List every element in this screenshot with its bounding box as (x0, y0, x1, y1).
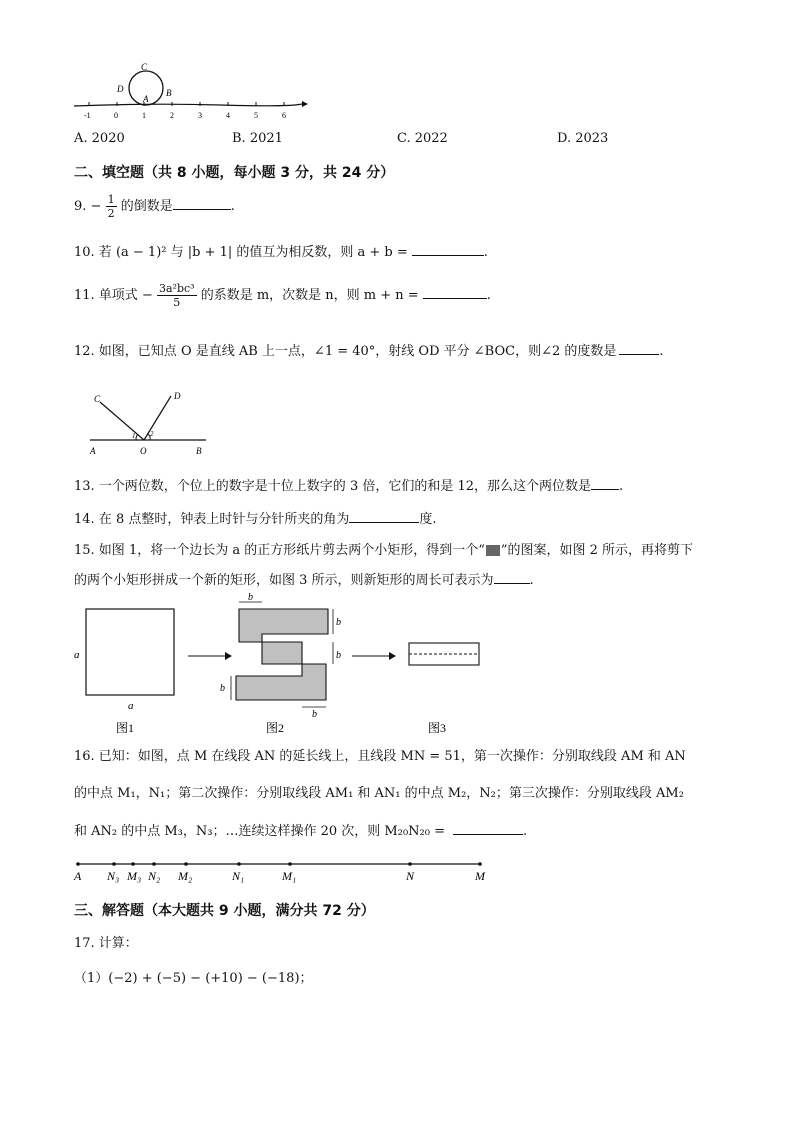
fig1-caption: 图1 (116, 721, 135, 735)
circle-label-d: D (117, 84, 124, 94)
tick-label: 1 (142, 111, 146, 120)
angle-figure (84, 388, 214, 458)
q13-answer-blank[interactable] (591, 477, 619, 490)
fig1-side-bottom: a (128, 700, 134, 712)
choice-b[interactable]: B. 2021 (232, 131, 283, 146)
q14-answer-blank[interactable] (349, 510, 419, 523)
question-15-line-2: 的两个小矩形拼成一个新的矩形，如图 3 所示，则新矩形的周长可表示为 . (74, 573, 534, 588)
segment-figure (70, 856, 500, 886)
q9-number: 9. (74, 199, 87, 214)
tick-label: 0 (114, 111, 118, 120)
fig2-b-label: b (248, 592, 253, 603)
q14-text: 14. 在 8 点整时，钟表上时针与分针所夹的角为 (74, 512, 350, 527)
angle-label-b: B (196, 446, 202, 456)
choice-d[interactable]: D. 2023 (557, 131, 609, 146)
angle-label-2: 2 (150, 430, 154, 438)
q9-text: 的倒数是 (120, 199, 173, 214)
question-13: 13. 一个两位数，个位上的数字是十位上数字的 3 倍，它们的和是 12，那么这个两位数是 . (74, 479, 624, 494)
angle-label-c: C (94, 394, 101, 404)
question-14: 14. 在 8 点整时，钟表上时针与分针所夹的角为 度. (74, 512, 437, 527)
seg-label-n1: N₁ (232, 869, 245, 883)
question-10: 10. 若 (a − 1)² 与 |b + 1| 的值互为相反数，则 a + b = . (74, 245, 488, 260)
question-16-line-2: 的中点 M₁，N₁；第二次操作：分别取线段 AM₁ 和 AN₁ 的中点 M₂，N₂；第三次操作：分别取线段 AM₂ (74, 786, 684, 801)
circle-label-c: C (141, 62, 148, 72)
seg-label-m2: M₂ (178, 869, 193, 883)
angle-label-o: O (140, 446, 147, 456)
seg-label-m1: M₁ (282, 869, 297, 883)
q9-answer-blank[interactable] (173, 197, 231, 210)
angle-label-1: 1 (132, 432, 136, 440)
choice-a[interactable]: A. 2020 (74, 131, 125, 146)
numberline-circle-figure (70, 60, 310, 125)
seg-label-a: A (74, 869, 82, 883)
seg-label-m3: M₃ (127, 869, 142, 883)
circle-label-a: A (143, 94, 149, 104)
question-9: 9. − $\frac{1}{2}$ 的倒数是 . (74, 193, 235, 220)
angle-label-a: A (90, 446, 96, 456)
angle-label-d: D (174, 391, 181, 401)
section-2-heading: 二、填空题（共 8 小题，每小题 3 分，共 24 分） (74, 165, 395, 181)
q9-minus: − (90, 199, 102, 214)
fig2-b-label: b (220, 683, 225, 694)
section-3-heading: 三、解答题（本大题共 9 小题，满分共 72 分） (74, 903, 375, 919)
question-15-line-1: 15. 如图 1，将一个边长为 a 的正方形纸片剪去两个小矩形，得到一个“ ”的图案，如图 2 所示，再将剪下 (74, 543, 694, 558)
q12-text: 12. 如图，已知点 O 是直线 AB 上一点，∠1 = 40°，射线 OD 平分 ∠BOC，则∠2 的度数是 (74, 344, 617, 359)
fig2-b-label: b (336, 650, 341, 661)
q12-answer-blank[interactable] (619, 342, 659, 355)
s-shape-icon (486, 545, 500, 556)
q11-fraction: $\frac{\text{3a²bc³}}{5}$ (158, 282, 195, 309)
question-17-part-1: （1）(−2) + (−5) − (+10) − (−18)； (74, 971, 313, 986)
q11-answer-blank[interactable] (423, 286, 487, 299)
figure-15 (70, 590, 490, 740)
tick-label: 6 (282, 111, 286, 120)
choice-c[interactable]: C. 2022 (397, 131, 448, 146)
question-11: 11. 单项式 − $\frac{\text{3a²bc³}}{5}$ 的系数是 m，次数是 n，则 m + n = . (74, 282, 491, 309)
circle-label-b: B (166, 88, 172, 98)
q15-answer-blank[interactable] (494, 571, 530, 584)
tick-label: 3 (198, 111, 202, 120)
question-16-line-1: 16. 已知：如图，点 M 在线段 AN 的延长线上，且线段 MN = 51，第一次操作：分别取线段 AM 和 AN (74, 749, 686, 764)
fig2-b-label: b (336, 617, 341, 628)
q16-answer-blank[interactable] (453, 822, 523, 835)
q9-fraction: $\frac{1}{2}$ (107, 193, 115, 220)
tick-label: 5 (254, 111, 258, 120)
q10-text: 10. 若 (a − 1)² 与 |b + 1| 的值互为相反数，则 a + b = (74, 245, 408, 260)
q11-text: 的系数是 m，次数是 n，则 m + n = (200, 288, 419, 303)
q11-number: 11. 单项式 − (74, 288, 153, 303)
fig1-side-left: a (74, 649, 80, 661)
seg-label-n: N (406, 869, 415, 883)
tick-label: 4 (226, 111, 230, 120)
tick-label: -1 (84, 111, 91, 120)
question-17-title: 17. 计算： (74, 936, 138, 951)
fig3-caption: 图3 (428, 721, 447, 735)
question-16-line-3: 和 AN₂ 的中点 M₃，N₃；…连续这样操作 20 次，则 M₂₀N₂₀ = . (74, 824, 528, 839)
fig2-b-label: b (312, 709, 317, 720)
tick-label: 2 (170, 111, 174, 120)
seg-label-m: M (475, 869, 485, 883)
question-12: 12. 如图，已知点 O 是直线 AB 上一点，∠1 = 40°，射线 OD 平分 ∠BOC，则∠2 的度数是 . (74, 344, 664, 359)
q10-answer-blank[interactable] (412, 243, 484, 256)
fig2-caption: 图2 (266, 721, 285, 735)
seg-label-n3: N₃ (107, 869, 120, 883)
seg-label-n2: N₂ (148, 869, 161, 883)
q13-text: 13. 一个两位数，个位上的数字是十位上数字的 3 倍，它们的和是 12，那么这个两位数是 (74, 479, 592, 494)
